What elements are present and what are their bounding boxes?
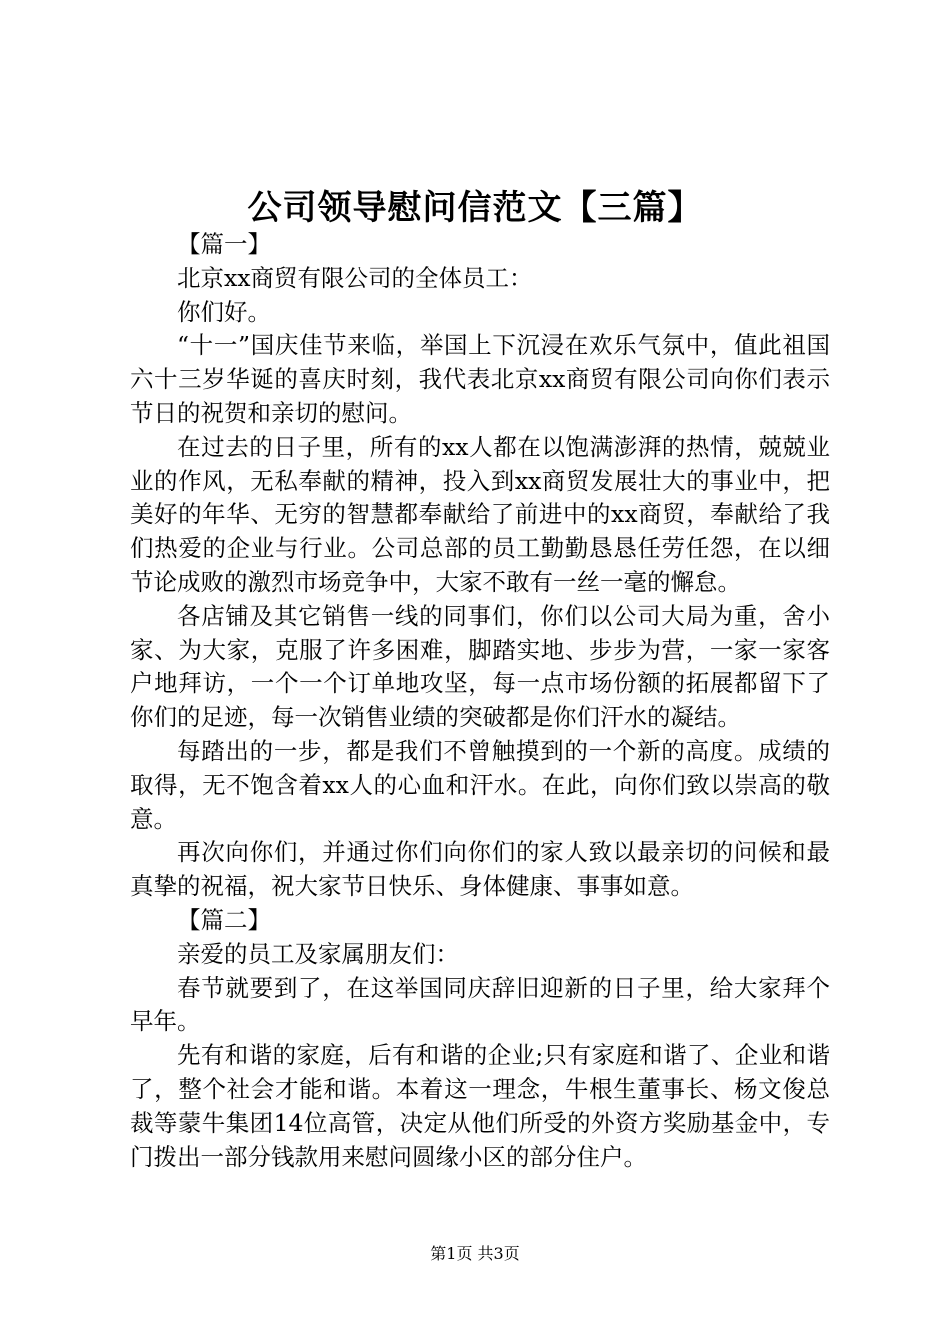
body-paragraph: 每踏出的一步，都是我们不曾触摸到的一个新的高度。成绩的取得，无不饱含着xx人的心血和汗水。在此，向你们致以崇高的敬意。	[130, 736, 830, 833]
section-heading: 【篇一】	[177, 230, 271, 258]
body-paragraph: 先有和谐的家庭，后有和谐的企业;只有家庭和谐了、企业和谐了，整个社会才能和谐。本着这一理念，牛根生董事长、杨文俊总裁等蒙牛集团14位高管，决定从他们所受的外资方奖励基金中，专门拨出一部分钱款用来慰问圆缘小区的部分住户。	[130, 1041, 830, 1171]
salutation: 北京xx商贸有限公司的全体员工：	[177, 263, 533, 292]
body-paragraph: 春节就要到了，在这举国同庆辞旧迎新的日子里，给大家拜个早年。	[130, 973, 830, 1036]
greeting: 你们好。	[177, 297, 271, 326]
section-heading: 【篇二】	[177, 905, 271, 934]
body-paragraph: “十一”国庆佳节来临，举国上下沉浸在欢乐气氛中，值此祖国六十三岁华诞的喜庆时刻，我代表北京xx商贸有限公司向你们表示节日的祝贺和亲切的慰问。	[130, 331, 830, 427]
body-paragraph: 再次向你们，并通过你们向你们的家人致以最亲切的问候和最真挚的祝福，祝大家节日快乐、身体健康、事事如意。	[130, 838, 830, 901]
page-footer: 第1页 共3页	[430, 1244, 520, 1263]
document-title: 公司领导慰问信范文【三篇】	[247, 188, 703, 228]
body-paragraph: 在过去的日子里，所有的xx人都在以饱满澎湃的热情，兢兢业业的作风，无私奉献的精神，投入到xx商贸发展壮大的事业中，把美好的年华、无穷的智慧都奉献给了前进中的xx商贸，奉献给了我们热爱的企业与行业。公司总部的员工勤勤恳恳任劳任怨，在以细节论成败的激烈市场竞争中，大家不敢有一丝一毫的懈怠。	[130, 432, 830, 596]
body-paragraph: 各店铺及其它销售一线的同事们，你们以公司大局为重，舍小家、为大家，克服了许多困难，脚踏实地、步步为营，一家一家客户地拜访，一个一个订单地攻坚，每一点市场份额的拓展都留下了你们的足迹，每一次销售业绩的突破都是你们汗水的凝结。	[130, 601, 830, 732]
document-body	[130, 228, 830, 1174]
salutation: 亲爱的员工及家属朋友们：	[177, 939, 459, 968]
